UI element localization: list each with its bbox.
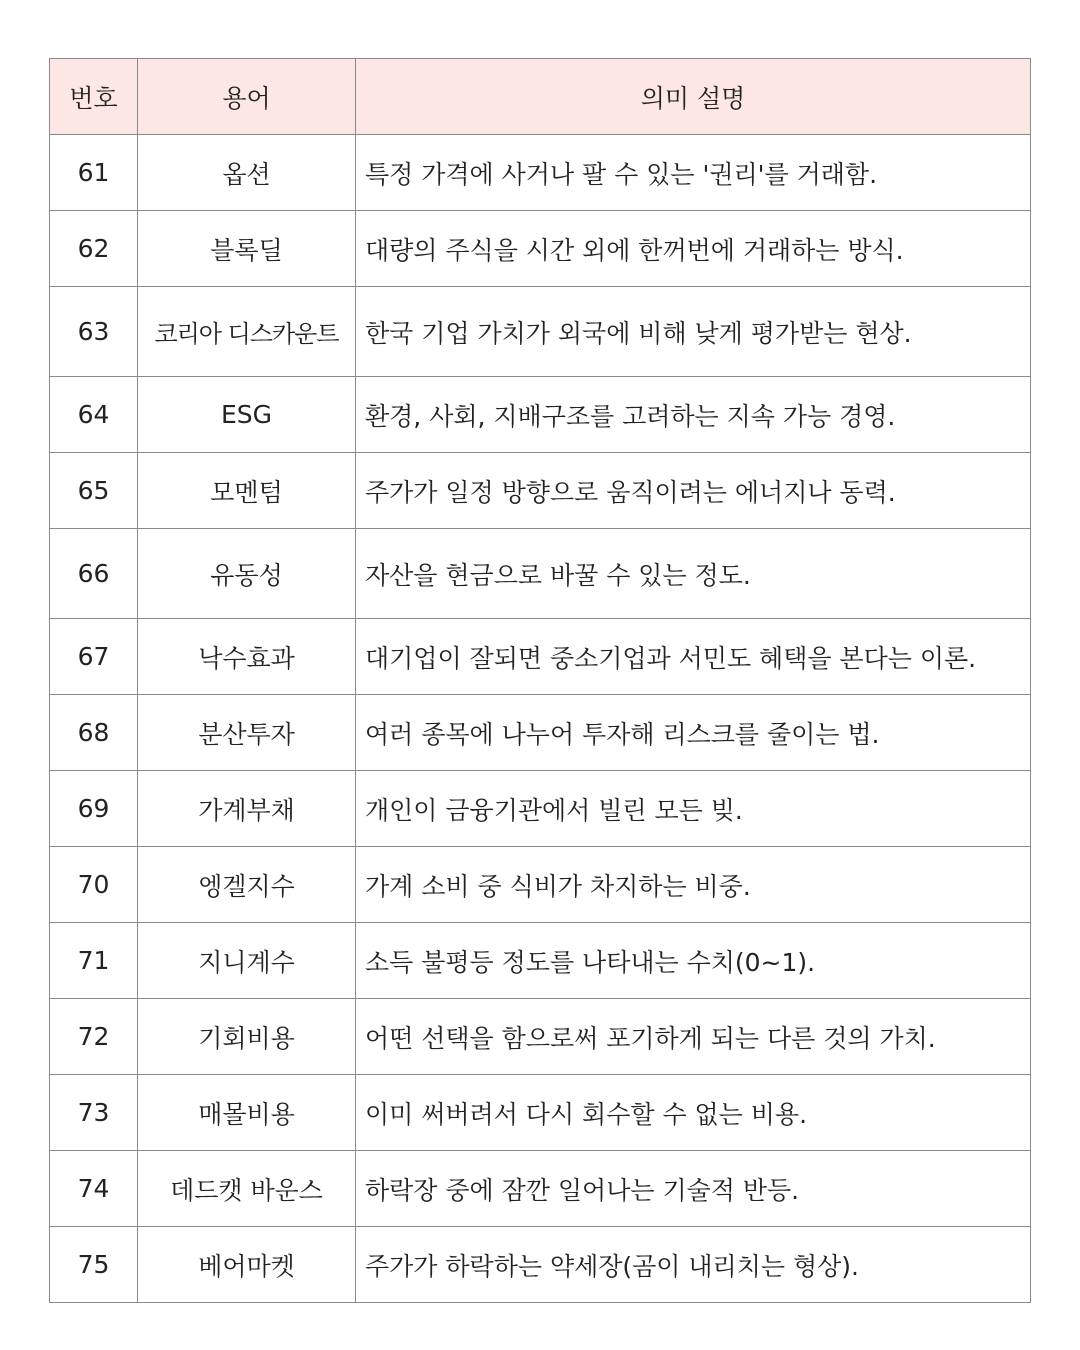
row-number: 71	[50, 923, 138, 999]
row-number: 64	[50, 377, 138, 453]
row-description: 대량의 주식을 시간 외에 한꺼번에 거래하는 방식.	[356, 211, 1031, 287]
table-row	[50, 135, 1031, 211]
row-description: 주가가 일정 방향으로 움직이려는 에너지나 동력.	[356, 453, 1031, 529]
row-number: 72	[50, 999, 138, 1075]
table-row	[50, 211, 1031, 287]
row-term: 지니계수	[138, 923, 356, 999]
row-description: 특정 가격에 사거나 팔 수 있는 '권리'를 거래함.	[356, 135, 1031, 211]
row-number: 73	[50, 1075, 138, 1151]
glossary-table	[49, 58, 1031, 1303]
table-row	[50, 999, 1031, 1075]
row-description: 어떤 선택을 함으로써 포기하게 되는 다른 것의 가치.	[356, 999, 1031, 1075]
row-description: 환경, 사회, 지배구조를 고려하는 지속 가능 경영.	[356, 377, 1031, 453]
table-row	[50, 1227, 1031, 1303]
table-row	[50, 377, 1031, 453]
row-number: 74	[50, 1151, 138, 1227]
header-term: 용어	[138, 59, 356, 135]
row-number: 68	[50, 695, 138, 771]
row-number: 61	[50, 135, 138, 211]
row-description: 소득 불평등 정도를 나타내는 수치(0~1).	[356, 923, 1031, 999]
header-no: 번호	[50, 59, 138, 135]
row-term: 엥겔지수	[138, 847, 356, 923]
table-row	[50, 847, 1031, 923]
row-number: 65	[50, 453, 138, 529]
row-description: 여러 종목에 나누어 투자해 리스크를 줄이는 법.	[356, 695, 1031, 771]
header-row	[50, 59, 1031, 135]
row-number: 67	[50, 619, 138, 695]
table-row	[50, 453, 1031, 529]
row-term: 기회비용	[138, 999, 356, 1075]
table-row	[50, 619, 1031, 695]
row-term: ESG	[138, 377, 356, 453]
table-row	[50, 529, 1031, 619]
row-description: 가계 소비 중 식비가 차지하는 비중.	[356, 847, 1031, 923]
row-number: 63	[50, 287, 138, 377]
row-term: 모멘텀	[138, 453, 356, 529]
row-description: 한국 기업 가치가 외국에 비해 낮게 평가받는 현상.	[356, 287, 1031, 377]
row-description: 주가가 하락하는 약세장(곰이 내리치는 형상).	[356, 1227, 1031, 1303]
row-description: 하락장 중에 잠깐 일어나는 기술적 반등.	[356, 1151, 1031, 1227]
table-body	[50, 135, 1031, 1303]
row-number: 75	[50, 1227, 138, 1303]
row-description: 대기업이 잘되면 중소기업과 서민도 혜택을 본다는 이론.	[356, 619, 1031, 695]
row-term: 데드캣 바운스	[138, 1151, 356, 1227]
table-row	[50, 287, 1031, 377]
header-description: 의미 설명	[356, 59, 1031, 135]
row-term: 블록딜	[138, 211, 356, 287]
table-header	[50, 59, 1031, 135]
row-description: 자산을 현금으로 바꿀 수 있는 정도.	[356, 529, 1031, 619]
row-description: 이미 써버려서 다시 회수할 수 없는 비용.	[356, 1075, 1031, 1151]
table-row	[50, 695, 1031, 771]
table-row	[50, 771, 1031, 847]
table-row	[50, 1075, 1031, 1151]
table-row	[50, 923, 1031, 999]
row-number: 62	[50, 211, 138, 287]
row-term: 유동성	[138, 529, 356, 619]
row-number: 69	[50, 771, 138, 847]
row-term: 분산투자	[138, 695, 356, 771]
row-number: 70	[50, 847, 138, 923]
table-row	[50, 1151, 1031, 1227]
row-term: 베어마켓	[138, 1227, 356, 1303]
row-term: 옵션	[138, 135, 356, 211]
row-term: 낙수효과	[138, 619, 356, 695]
row-term: 매몰비용	[138, 1075, 356, 1151]
row-term: 가계부채	[138, 771, 356, 847]
row-term: 코리아 디스카운트	[138, 287, 356, 377]
row-number: 66	[50, 529, 138, 619]
row-description: 개인이 금융기관에서 빌린 모든 빚.	[356, 771, 1031, 847]
